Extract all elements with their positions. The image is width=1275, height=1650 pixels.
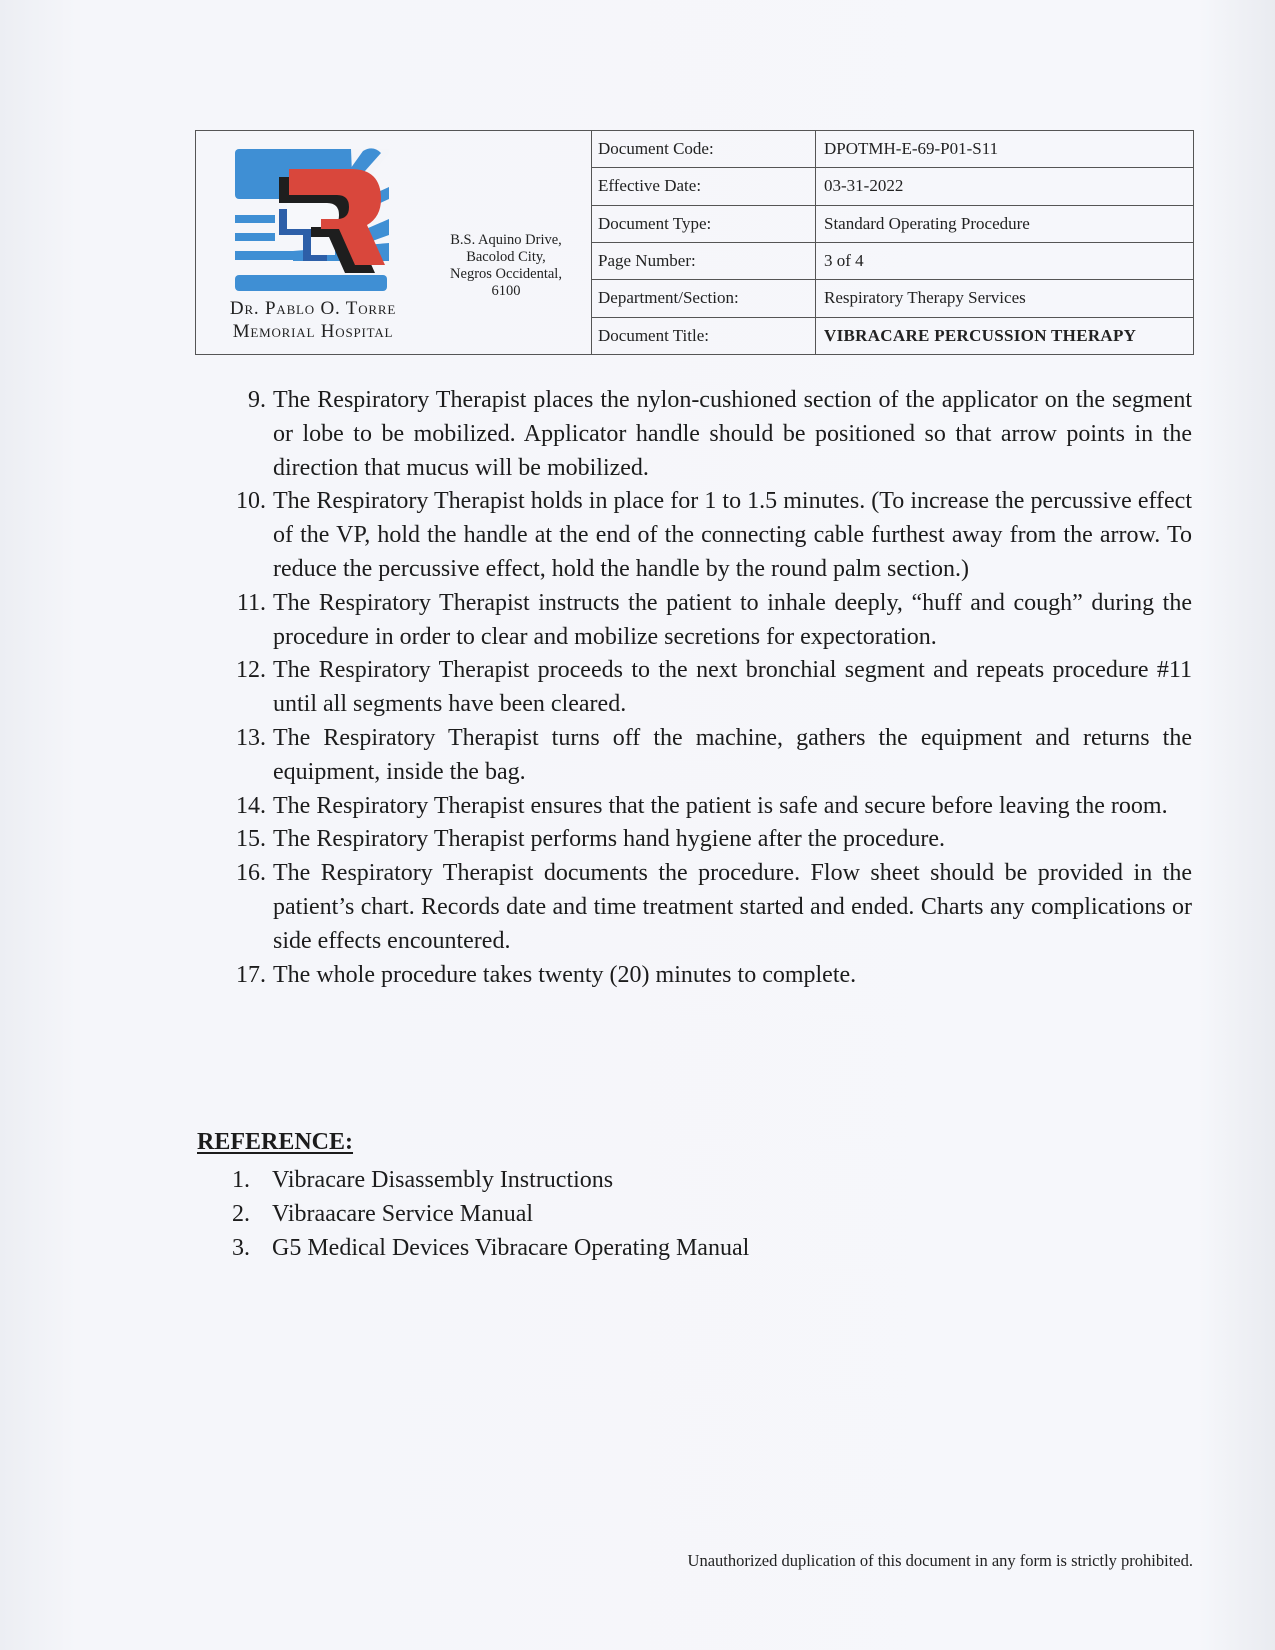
hospital-address [426, 232, 586, 300]
reference-item [232, 1231, 749, 1265]
document-header-table [195, 130, 1194, 355]
meta-label: Document Type: [592, 206, 816, 242]
step-text: The Respiratory Therapist documents the procedure. Flow sheet should be provided in the patient’s chart. Records date and time treatment started and ended. Charts any complications or side effects encountered. [273, 860, 1192, 954]
procedure-step [232, 587, 1192, 655]
hospital-name [208, 297, 418, 343]
procedure-step [232, 790, 1192, 824]
meta-row-document-type [592, 206, 1193, 243]
reference-item [232, 1197, 749, 1231]
hospital-name-line2: Memorial Hospital [232, 321, 394, 342]
step-text: The whole procedure takes twenty (20) minutes to complete. [273, 961, 857, 988]
meta-row-document-title [592, 318, 1193, 354]
step-number: 12. [236, 657, 266, 684]
procedure-step [232, 654, 1192, 722]
step-text: The Respiratory Therapist places the nylon-cushioned section of the applicator on the segment or lobe to be mobilized. Applicator handle should be positioned so that arrow points in the direction that mucus will be mobilized. [273, 387, 1192, 481]
procedure-step [232, 485, 1192, 586]
step-text: The Respiratory Therapist holds in place for 1 to 1.5 minutes. (To increase the percussive effect of the VP, hold the handle at the end of the connecting cable furthest away from the arrow. To reduce the percussive effect, hold the handle by the round palm section.) [273, 488, 1192, 582]
step-text: The Respiratory Therapist turns off the machine, gathers the equipment and returns the equipment, inside the bag. [273, 724, 1192, 785]
procedure-step [232, 857, 1192, 958]
duplication-notice: Unauthorized duplication of this document in any form is strictly prohibited. [687, 1551, 1193, 1570]
step-number: 11. [236, 589, 266, 616]
reference-number: 1. [232, 1167, 250, 1193]
reference-heading: REFERENCE: [197, 1129, 354, 1155]
document-meta-table [592, 131, 1193, 354]
reference-list [232, 1163, 749, 1265]
step-number: 14. [236, 792, 266, 819]
hospital-logo-icon [233, 147, 389, 297]
reference-item [232, 1163, 749, 1197]
reference-number: 3. [232, 1235, 250, 1261]
meta-row-effective-date [592, 168, 1193, 205]
step-text: The Respiratory Therapist ensures that the patient is safe and secure before leaving the room. [273, 792, 1168, 819]
reference-number: 2. [232, 1201, 250, 1227]
meta-label: Effective Date: [592, 168, 816, 204]
meta-label: Page Number: [592, 243, 816, 279]
meta-label: Department/Section: [592, 280, 816, 316]
step-text: The Respiratory Therapist instructs the patient to inhale deeply, “huff and cough” during the procedure in order to clear and mobilize secretions for expectoration. [273, 589, 1192, 650]
meta-value: Standard Operating Procedure [824, 213, 1030, 233]
address-line: Bacolod City, [466, 249, 546, 265]
meta-row-department [592, 280, 1193, 317]
reference-text: G5 Medical Devices Vibracare Operating Manual [272, 1235, 750, 1261]
procedure-step [232, 959, 1192, 993]
meta-label: Document Code: [592, 131, 816, 167]
step-number: 10. [236, 488, 266, 515]
step-text: The Respiratory Therapist performs hand hygiene after the procedure. [273, 826, 945, 853]
hospital-identity-cell [196, 131, 592, 354]
procedure-steps-list [232, 384, 1192, 992]
meta-row-document-code [592, 131, 1193, 168]
reference-text: Vibracare Disassembly Instructions [272, 1167, 614, 1193]
meta-row-page-number [592, 243, 1193, 280]
step-number: 17. [236, 961, 266, 988]
meta-label: Document Title: [592, 318, 816, 354]
step-number: 16. [236, 860, 266, 887]
procedure-step [232, 823, 1192, 857]
step-text: The Respiratory Therapist proceeds to the next bronchial segment and repeats procedure #11 until all segments have been cleared. [273, 657, 1192, 718]
address-line: Negros Occidental, [450, 266, 562, 282]
hospital-name-line1: Dr. Pablo O. Torre [229, 298, 397, 319]
step-number: 13. [236, 724, 266, 751]
procedure-step [232, 722, 1192, 790]
meta-value: 3 of 4 [824, 251, 864, 271]
reference-text: Vibraacare Service Manual [272, 1201, 534, 1227]
meta-value: DPOTMH-E-69-P01-S11 [824, 139, 999, 159]
address-line: 6100 [491, 283, 521, 299]
meta-value: 03-31-2022 [824, 176, 904, 196]
procedure-step [232, 384, 1192, 485]
step-number: 15. [236, 826, 266, 853]
address-line: B.S. Aquino Drive, [450, 232, 562, 248]
document-title: VIBRACARE PERCUSSION THERAPY [824, 325, 1137, 345]
step-number: 9. [248, 387, 266, 413]
meta-value: Respiratory Therapy Services [824, 288, 1026, 308]
